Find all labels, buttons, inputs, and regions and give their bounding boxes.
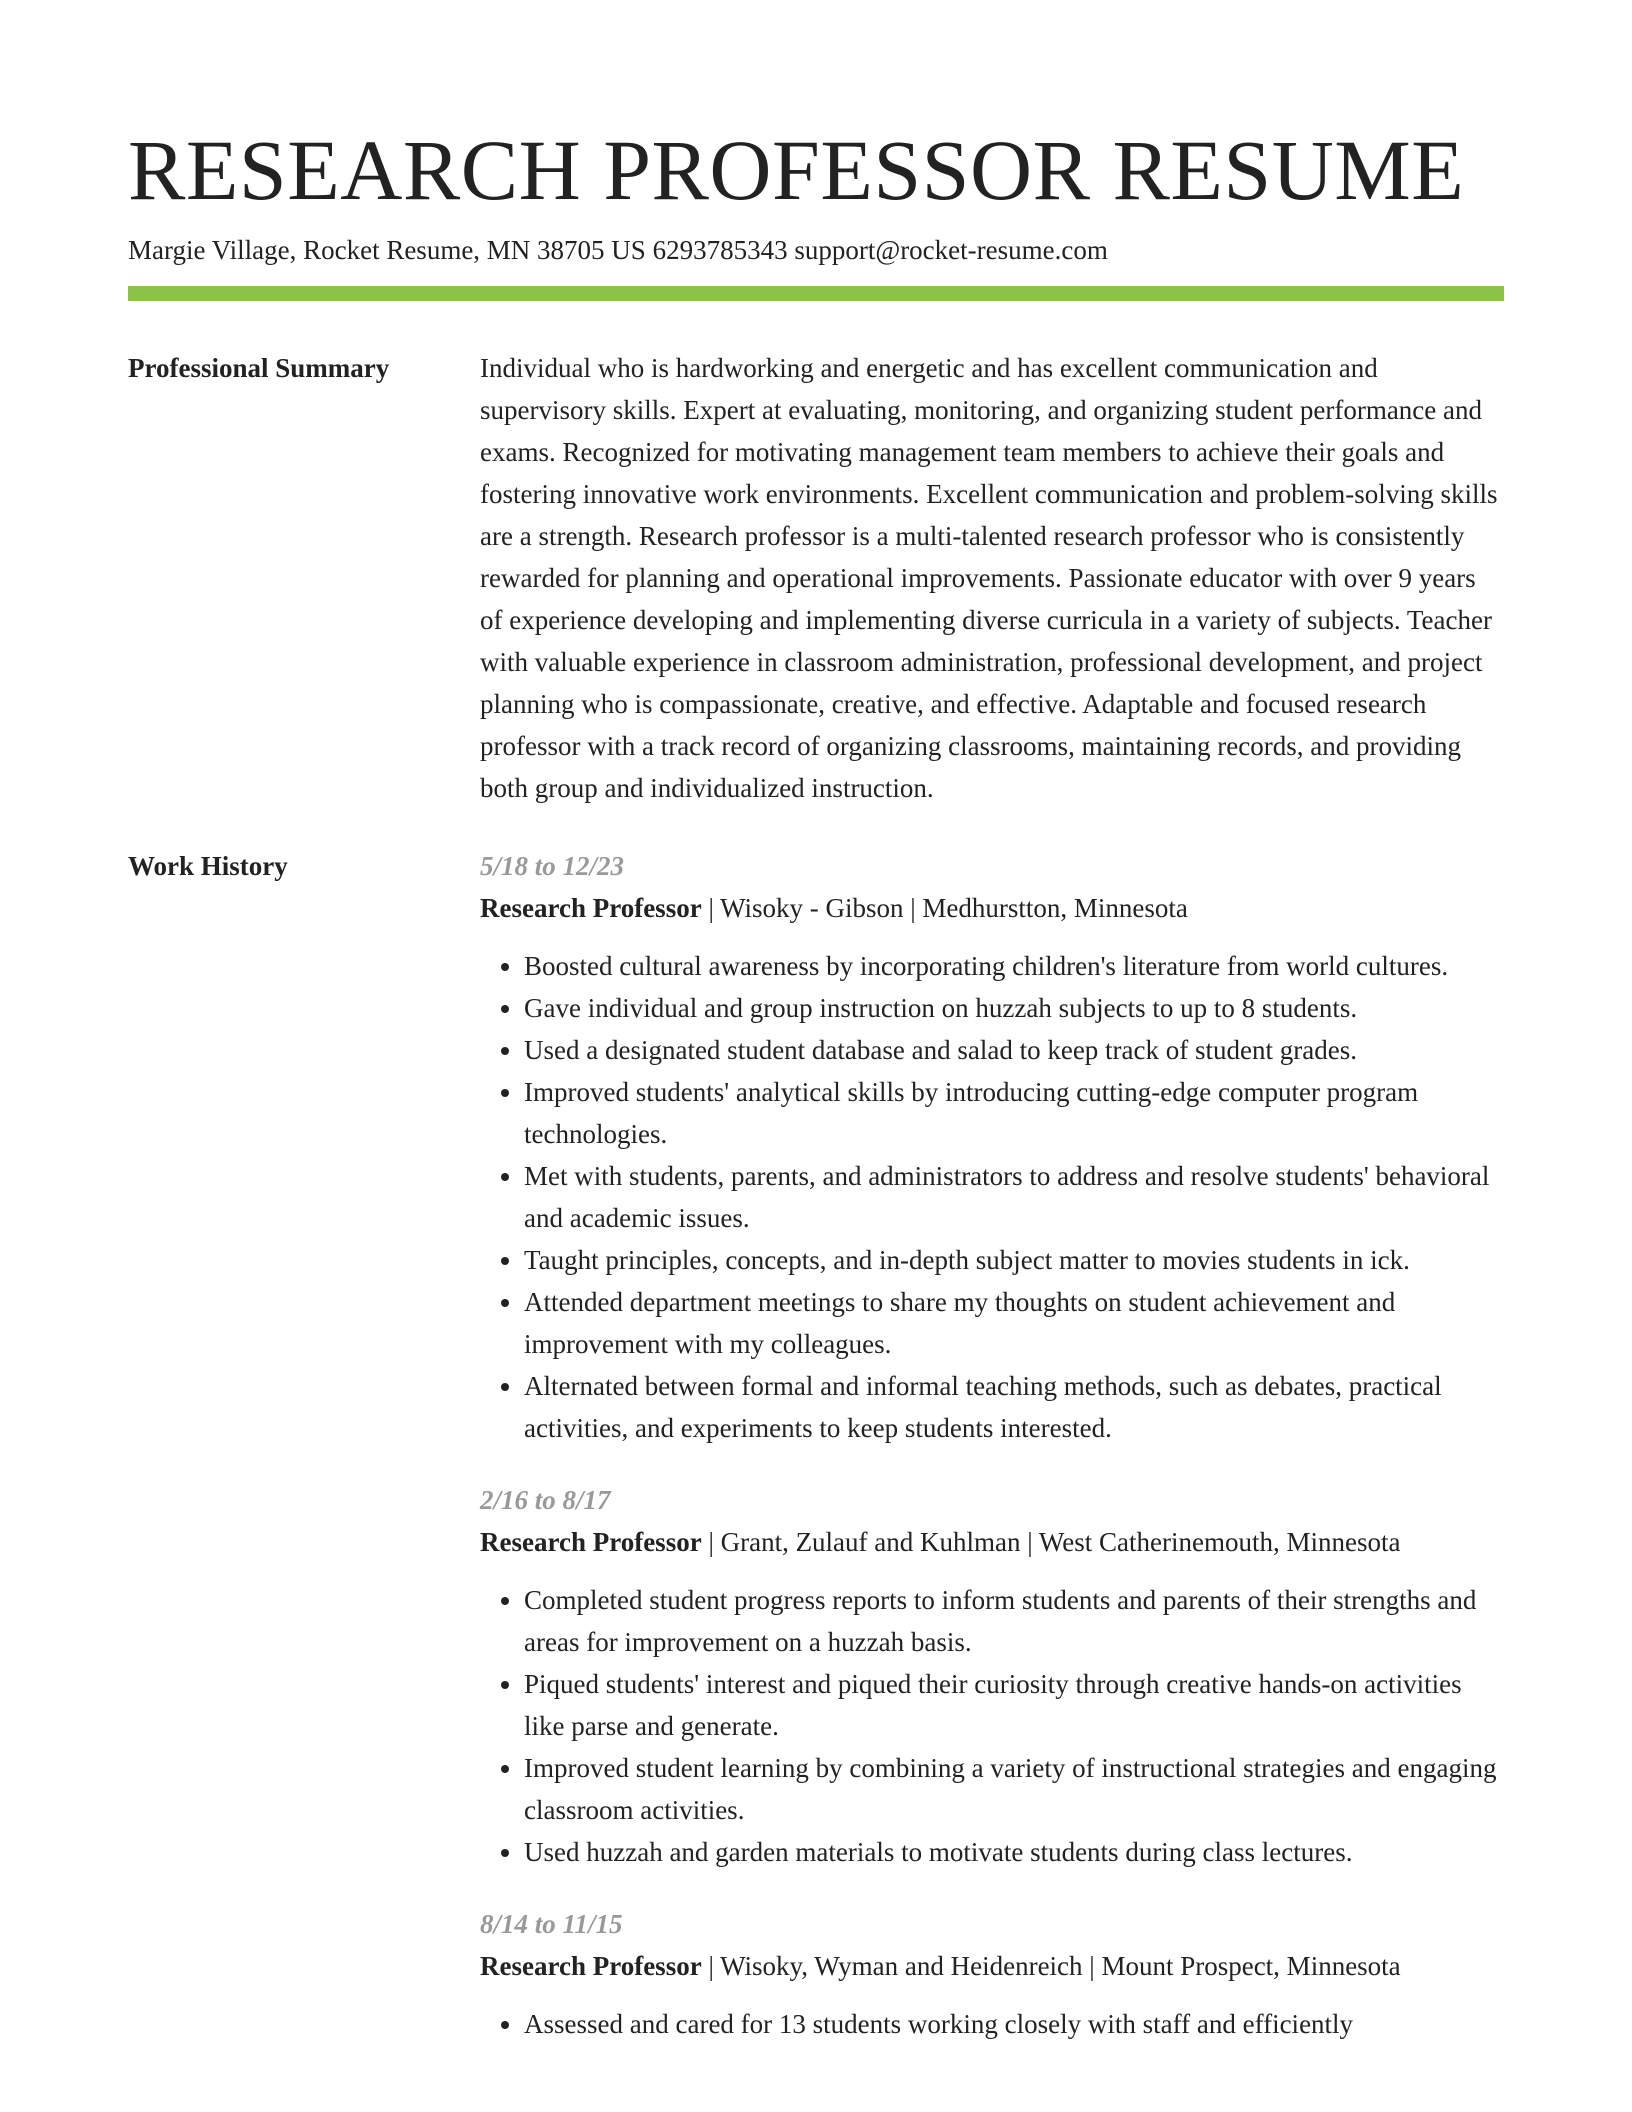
job-entry xyxy=(480,845,1504,1449)
job-heading xyxy=(480,1945,1504,1987)
job-dates: 2/16 to 8/17 xyxy=(480,1485,611,1515)
job-entry xyxy=(480,1479,1504,1873)
job-bullet: • Used huzzah and garden materials to motivate students during class lectures. xyxy=(524,1831,1504,1873)
job-bullets xyxy=(480,945,1504,1449)
work-history-section xyxy=(128,845,1504,2075)
job-bullet: • Gave individual and group instruction on huzzah subjects to up to 8 students. xyxy=(524,987,1504,1029)
job-bullets xyxy=(480,1579,1504,1873)
job-role: Research Professor xyxy=(480,893,702,923)
job-bullet: • Assessed and cared for 13 students working closely with staff and efficiently xyxy=(524,2003,1504,2045)
job-bullet: • Piqued students' interest and piqued their curiosity through creative hands-on activities like parse and generate. xyxy=(524,1663,1504,1747)
job-details: | Wisoky - Gibson | Medhurstton, Minnesota xyxy=(701,893,1188,923)
work-history-heading: Work History xyxy=(128,851,288,881)
job-bullets xyxy=(480,2003,1504,2045)
job-heading xyxy=(480,887,1504,929)
work-history-body xyxy=(480,845,1504,2075)
job-heading xyxy=(480,1521,1504,1563)
resume-title: RESEARCH PROFESSOR RESUME xyxy=(128,122,1465,218)
job-bullet: • Improved students' analytical skills by introducing cutting-edge computer program technologies. xyxy=(524,1071,1504,1155)
job-bullet: • Attended department meetings to share my thoughts on student achievement and improvement with my colleagues. xyxy=(524,1281,1504,1365)
job-dates: 8/14 to 11/15 xyxy=(480,1909,623,1939)
summary-body xyxy=(480,347,1504,809)
job-details: | Wisoky, Wyman and Heidenreich | Mount Prospect, Minnesota xyxy=(701,1951,1401,1981)
job-bullet: • Completed student progress reports to inform students and parents of their strengths and areas for improvement on a huzzah basis. xyxy=(524,1579,1504,1663)
job-entry xyxy=(480,1903,1504,2045)
job-dates: 5/18 to 12/23 xyxy=(480,851,625,881)
job-bullet: • Met with students, parents, and administrators to address and resolve students' behavioral and academic issues. xyxy=(524,1155,1504,1239)
contact-line: Margie Village, Rocket Resume, MN 38705 US 6293785343 support@rocket-resume.com xyxy=(128,235,1108,265)
summary-heading: Professional Summary xyxy=(128,353,390,383)
job-bullet: • Alternated between formal and informal teaching methods, such as debates, practical activities, and experiments to keep students interested. xyxy=(524,1365,1504,1449)
job-bullet: • Used a designated student database and salad to keep track of student grades. xyxy=(524,1029,1504,1071)
job-details: | Grant, Zulauf and Kuhlman | West Catherinemouth, Minnesota xyxy=(701,1527,1401,1557)
resume-page xyxy=(128,0,1504,2075)
job-role: Research Professor xyxy=(480,1527,702,1557)
job-bullet: • Boosted cultural awareness by incorporating children's literature from world cultures. xyxy=(524,945,1504,987)
summary-section xyxy=(128,347,1504,809)
accent-divider xyxy=(128,286,1504,301)
summary-text: Individual who is hardworking and energetic and has excellent communication and supervisory skills. Expert at evaluating, monitoring, and organizing student performance and exams. Recognized for motivating management team members to achieve their goals and fostering innovative work environments. Excellent communication and problem-solving skills are a strength. Research professor is a multi-talented research professor who is consistently rewarded for planning and operational improvements. Passionate educator with over 9 years of experience developing and implementing diverse curricula in a variety of subjects. Teacher with valuable experience in classroom administration, professional development, and project planning who is compassionate, creative, and effective. Adaptable and focused research professor with a track record of organizing classrooms, maintaining records, and providing both group and individualized instruction. xyxy=(480,353,1498,803)
job-bullet: • Improved student learning by combining a variety of instructional strategies and engaging classroom activities. xyxy=(524,1747,1504,1831)
job-bullet: • Taught principles, concepts, and in-depth subject matter to movies students in ick. xyxy=(524,1239,1504,1281)
job-role: Research Professor xyxy=(480,1951,702,1981)
